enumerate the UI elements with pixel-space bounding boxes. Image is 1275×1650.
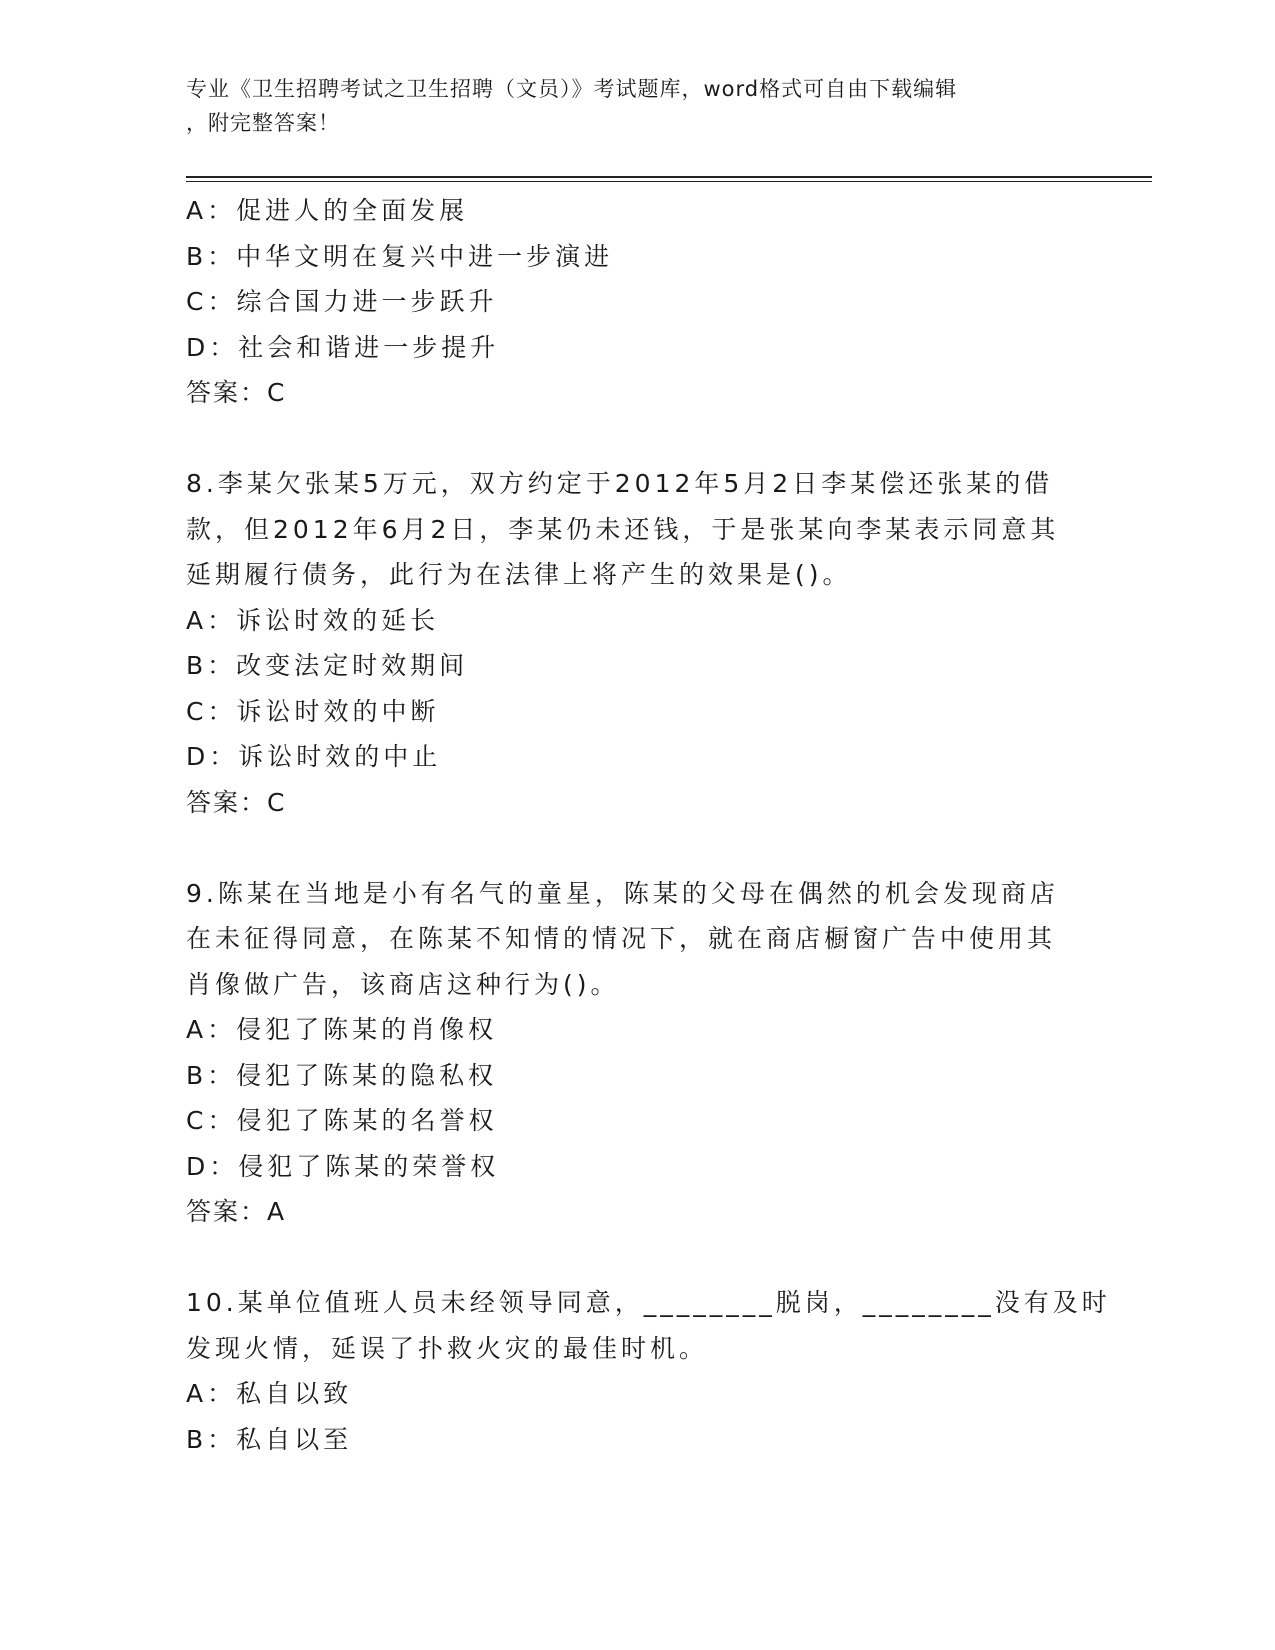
question-stem-line: 10.某单位值班人员未经领导同意，________脱岗，________没有及时 — [186, 1288, 1111, 1317]
option-a: A：私自以致 — [186, 1379, 353, 1408]
header-divider-thick — [186, 176, 1152, 178]
option-b: B：侵犯了陈某的隐私权 — [186, 1060, 498, 1090]
question-stem-line: 9.陈某在当地是小有名气的童星，陈某的父母在偶然的机会发现商店 — [186, 878, 1059, 908]
option-a: A：侵犯了陈某的肖像权 — [186, 1015, 498, 1044]
option-c: C：综合国力进一步跃升 — [186, 287, 498, 316]
question-7 — [186, 188, 1086, 416]
question-8 — [186, 461, 1086, 825]
question-stem-line: 发现火情，延误了扑救火灾的最佳时机。 — [186, 1333, 709, 1363]
answer: 答案：C — [186, 378, 287, 407]
option-a: A：促进人的全面发展 — [186, 196, 469, 225]
option-c: C：侵犯了陈某的名誉权 — [186, 1106, 498, 1135]
option-c: C：诉讼时效的中断 — [186, 696, 440, 726]
option-d: D：诉讼时效的中止 — [186, 742, 442, 771]
question-stem-line: 款，但2012年6月2日，李某仍未还钱，于是张某向李某表示同意其 — [186, 514, 1060, 544]
option-b: B：改变法定时效期间 — [186, 651, 469, 680]
question-stem-line: 延期履行债务，此行为在法律上将产生的效果是()。 — [186, 560, 852, 589]
option-a: A：诉讼时效的延长 — [186, 605, 440, 635]
header-line-1: 专业《卫生招聘考试之卫生招聘（文员）》考试题库，word格式可自由下载编辑 — [186, 77, 958, 101]
question-stem-line: 8.李某欠张某5万元，双方约定于2012年5月2日李某偿还张某的借 — [186, 469, 1054, 498]
answer: 答案：A — [186, 1197, 287, 1226]
header-divider-thin — [186, 181, 1152, 182]
document-header — [186, 72, 1086, 140]
option-b: B：中华文明在复兴中进一步演进 — [186, 241, 614, 271]
answer: 答案：C — [186, 787, 287, 817]
question-10 — [186, 1280, 1111, 1462]
question-stem-line: 在未征得同意，在陈某不知情的情况下，就在商店橱窗广告中使用其 — [186, 924, 1057, 953]
header-line-2: ，附完整答案！ — [186, 111, 340, 135]
spacer — [186, 416, 1086, 462]
option-b: B：私自以至 — [186, 1424, 353, 1454]
question-stem-line: 肖像做广告，该商店这种行为()。 — [186, 969, 620, 999]
spacer — [186, 825, 1086, 871]
option-d: D：社会和谐进一步提升 — [186, 332, 500, 362]
question-9 — [186, 871, 1086, 1235]
option-d: D：侵犯了陈某的荣誉权 — [186, 1151, 500, 1181]
question-list — [186, 188, 1111, 1462]
spacer — [186, 1235, 1086, 1281]
